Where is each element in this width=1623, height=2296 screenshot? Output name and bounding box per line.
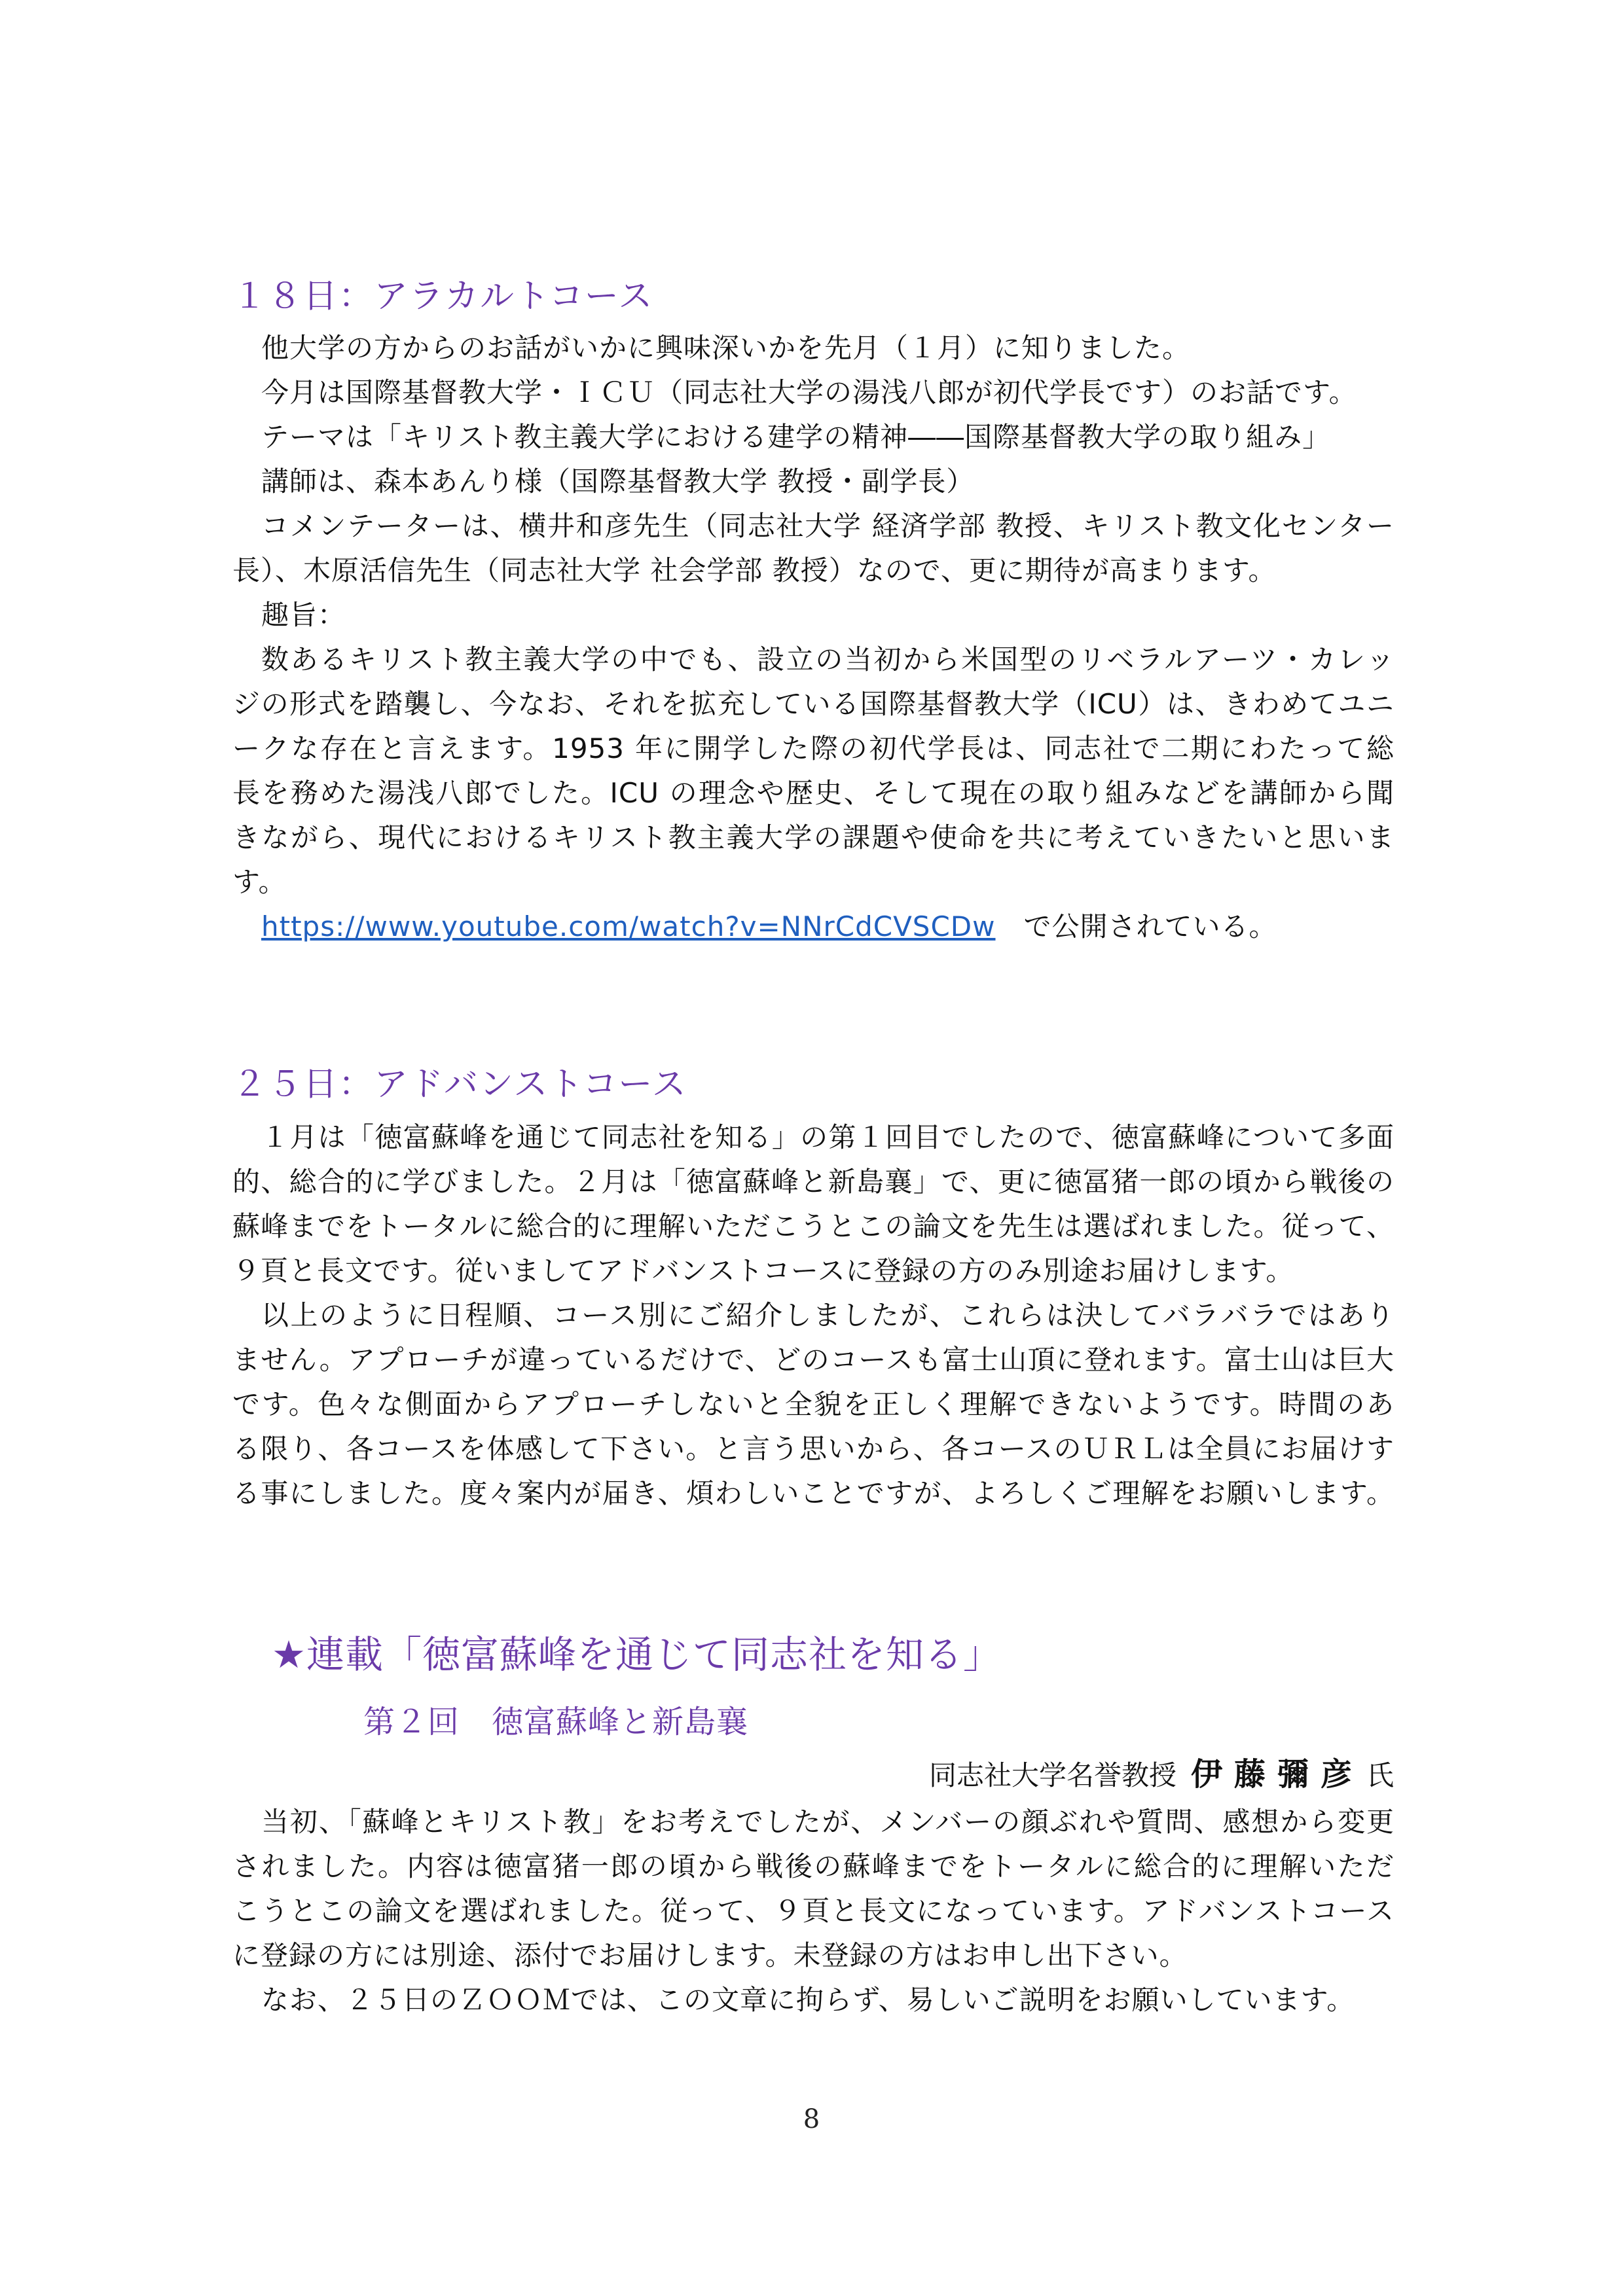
series-body — [232, 1800, 1395, 2022]
paragraph-line: に登録の方には別途、添付でお届けします。未登録の方はお申し出下さい。 — [232, 1939, 1188, 1971]
author-name: 伊藤彌彦 — [1190, 1756, 1364, 1793]
section-body-advanced — [232, 1115, 1395, 1516]
paragraph-line: 蘇峰までをトータルに総合的に理解いただこうとこの論文を先生は選ばれました。従って、 — [232, 1210, 1395, 1242]
paragraph-line: こうとこの論文を選ばれました。従って、９頁と長文になっています。アドバンストコース — [232, 1895, 1395, 1927]
paragraph-line: されました。内容は徳富猪一郎の頃から戦後の蘇峰までをトータルに総合的に理解いただ — [232, 1850, 1395, 1882]
paragraph-line: 他大学の方からのお話がいかに興味深いかを先月（１月）に知りました。 — [261, 332, 1191, 364]
paragraph-line: 講師は、森本あんり様（国際基督教大学 教授・副学長） — [261, 465, 975, 497]
paragraph-line: 長を務めた湯浅八郎でした。ICU の理念や歴史、そして現在の取り組みなどを講師から聞 — [232, 777, 1395, 809]
paragraph-line: テーマは「キリスト教主義大学における建学の精神――国際基督教大学の取り組み」 — [261, 421, 1331, 453]
paragraph-line: きながら、現代におけるキリスト教主義大学の課題や使命を共に考えていきたいと思いま — [232, 821, 1395, 853]
paragraph-line: 当初、「蘇峰とキリスト教」をお考えでしたが、メンバーの顔ぶれや質問、感想から変更 — [261, 1806, 1395, 1838]
paragraph-line: す。 — [232, 866, 287, 898]
series-title: ★連載「徳富蘇峰を通じて同志社を知る」 — [272, 1632, 1002, 1677]
paragraph-line: コメンテーターは、横井和彦先生（同志社大学 経済学部 教授、キリスト教文化センター — [261, 510, 1395, 542]
youtube-link[interactable]: https://www.youtube.com/watch?v=NNrCdCVSCDw — [261, 910, 996, 942]
paragraph-line: る事にしました。度々案内が届き、煩わしいことですが、よろしくご理解をお願いします。 — [232, 1477, 1395, 1509]
paragraph-line: ません。アプローチが違っているだけで、どのコースも富士山頂に登れます。富士山は巨大 — [232, 1344, 1395, 1376]
paragraph-line: 数あるキリスト教主義大学の中でも、設立の当初から米国型のリベラルアーツ・カレッ — [261, 643, 1395, 675]
section-heading-advanced: ２５日：アドバンストコース — [232, 1065, 687, 1104]
paragraph-line: ジの形式を踏襲し、今なお、それを拡充している国際基督教大学（ICU）は、きわめてユニ — [232, 688, 1395, 720]
author-affiliation: 同志社大学名誉教授 — [928, 1759, 1176, 1791]
paragraph-line: 長）、木原活信先生（同志社大学 社会学部 教授）なので、更に期待が高まります。 — [232, 554, 1277, 586]
author-credit — [929, 1753, 1394, 1797]
paragraph-line: 趣旨： — [261, 599, 346, 631]
paragraph-line: なお、２５日のＺＯＯＭでは、この文章に拘らず、易しいご説明をお願いしています。 — [261, 1984, 1355, 2016]
paragraph-line: ークな存在と言えます。1953 年に開学した際の初代学長は、同志社で二期にわたって総 — [232, 732, 1395, 764]
paragraph-line: 的、総合的に学びました。２月は「徳富蘇峰と新島襄」で、更に徳冨猪一郎の頃から戦後の — [232, 1166, 1395, 1198]
author-honorific: 氏 — [1366, 1759, 1394, 1791]
paragraph-line: ９頁と長文です。従いましてアドバンストコースに登録の方のみ別途お届けします。 — [232, 1255, 1294, 1287]
paragraph-line: る限り、各コースを体感して下さい。と言う思いから、各コースのＵＲＬは全員にお届けす — [232, 1433, 1395, 1465]
page-number: 8 — [803, 2104, 820, 2134]
section-body-a-la-carte — [232, 326, 1395, 949]
section-heading-a-la-carte: １８日：アラカルトコース — [232, 277, 654, 316]
paragraph-line: 今月は国際基督教大学・ＩＣＵ（同志社大学の湯浅八郎が初代学長です）のお話です。 — [261, 376, 1357, 408]
paragraph-line: １月は「徳富蘇峰を通じて同志社を知る」の第１回目でしたので、徳富蘇峰について多面 — [261, 1121, 1395, 1153]
link-line — [232, 905, 1395, 949]
paragraph-line: 以上のように日程順、コース別にご紹介しましたが、これらは決してバラバラではあり — [261, 1299, 1395, 1331]
paragraph-line: です。色々な側面からアプローチしないと全貌を正しく理解できないようです。時間のあ — [232, 1388, 1395, 1420]
series-subtitle: 第２回 徳富蘇峰と新島襄 — [363, 1704, 749, 1740]
link-suffix: で公開されている。 — [995, 910, 1277, 942]
